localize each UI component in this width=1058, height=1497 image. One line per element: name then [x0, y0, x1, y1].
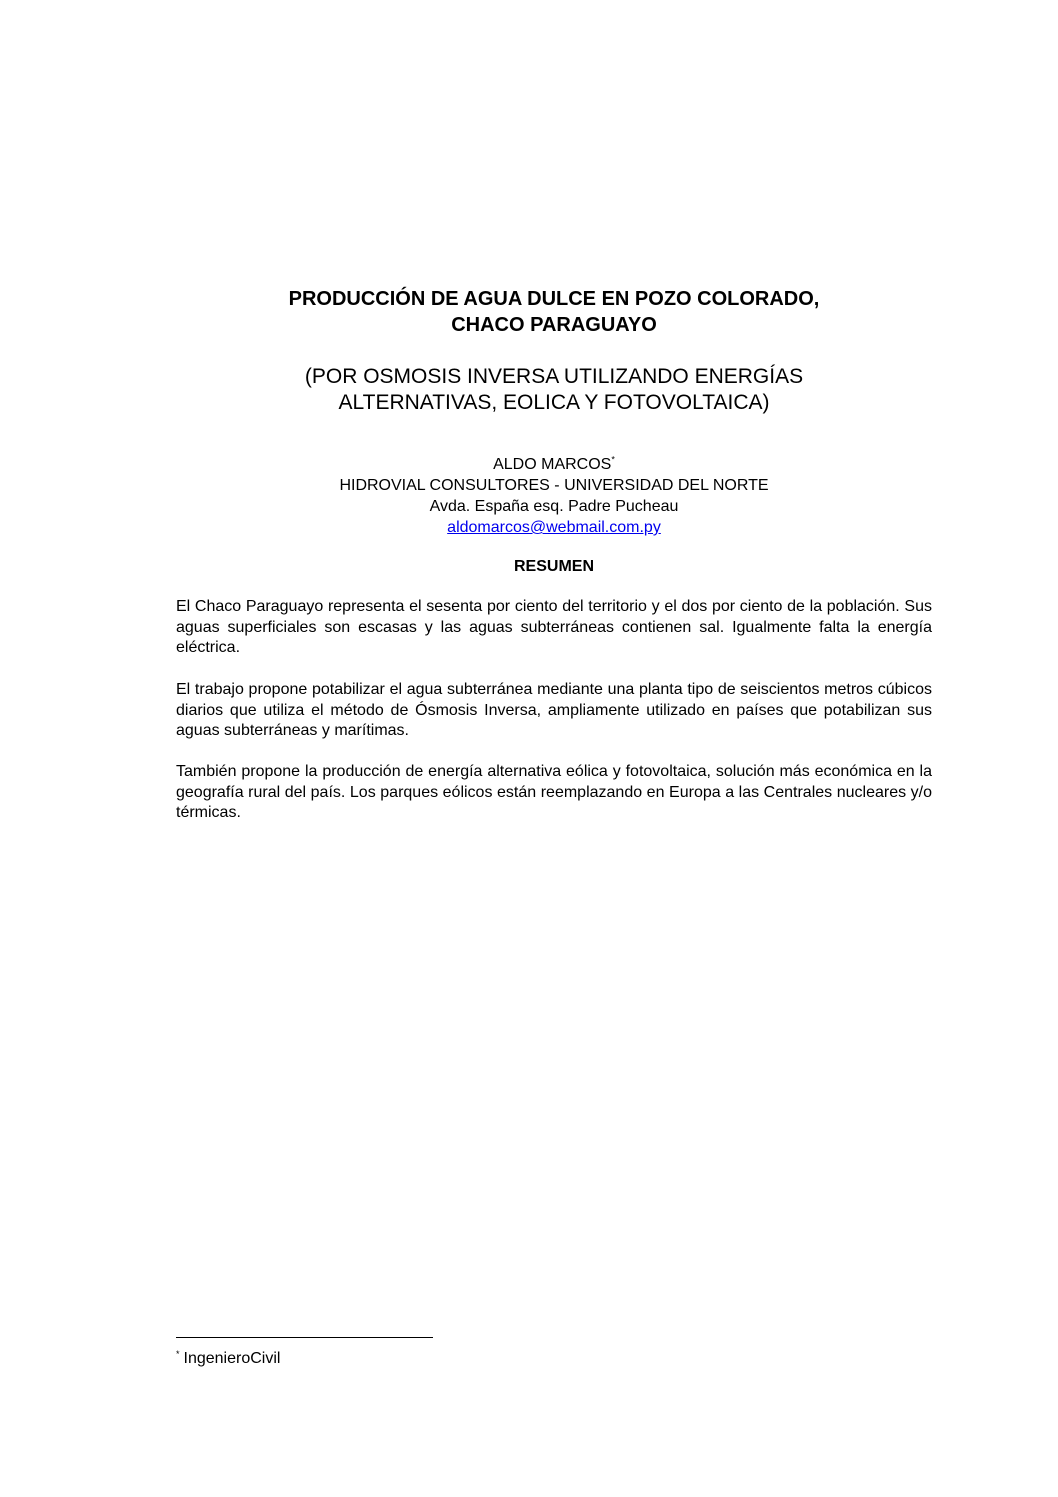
abstract-paragraph-1: El Chaco Paraguayo representa el sesenta por ciento del territorio y el dos por ciento de la población. Sus aguas superficiales son escasas y las aguas subterráneas contienen sal. Igualmente falta la energía eléctrica.	[176, 598, 932, 656]
author-address: Avda. España esq. Padre Pucheau	[429, 498, 679, 515]
subtitle-line-2: ALTERNATIVAS, EOLICA Y FOTOVOLTAICA)	[338, 391, 770, 414]
paper-title	[176, 286, 932, 338]
author-email-line	[176, 517, 932, 538]
title-line-2: CHACO PARAGUAYO	[451, 314, 657, 336]
footnote-separator	[176, 1337, 433, 1338]
author-email-link[interactable]: aldomarcos@webmail.com.py	[447, 519, 661, 536]
abstract-paragraph-2: El trabajo propone potabilizar el agua subterránea mediante una planta tipo de seiscientos metros cúbicos diarios que utiliza el método de Ósmosis Inversa, ampliamente utilizado en países que potabilizan sus aguas subterráneas y marítimas.	[176, 681, 932, 739]
abstract-paragraph-3: También propone la producción de energía alternativa eólica y fotovoltaica, solución más económica en la geografía rural del país. Los parques eólicos están reemplazando en Europa a las Centrales nucleares y/o térmicas.	[176, 763, 932, 821]
author-affiliation: HIDROVIAL CONSULTORES - UNIVERSIDAD DEL NORTE	[339, 477, 769, 494]
footnote-text: IngenieroCivil	[183, 1350, 281, 1367]
footnote	[176, 1349, 280, 1369]
author-footnote-mark: *	[611, 454, 615, 465]
paper-subtitle	[176, 364, 932, 416]
subtitle-line-1: (POR OSMOSIS INVERSA UTILIZANDO ENERGÍAS	[304, 365, 804, 388]
author-name-line	[176, 454, 932, 475]
author-block	[176, 454, 932, 538]
title-line-1: PRODUCCIÓN DE AGUA DULCE EN POZO COLORADO,	[288, 288, 820, 310]
footnote-mark: *	[176, 1348, 180, 1359]
abstract-heading: RESUMEN	[513, 558, 594, 575]
author-name: ALDO MARCOS	[493, 456, 612, 473]
